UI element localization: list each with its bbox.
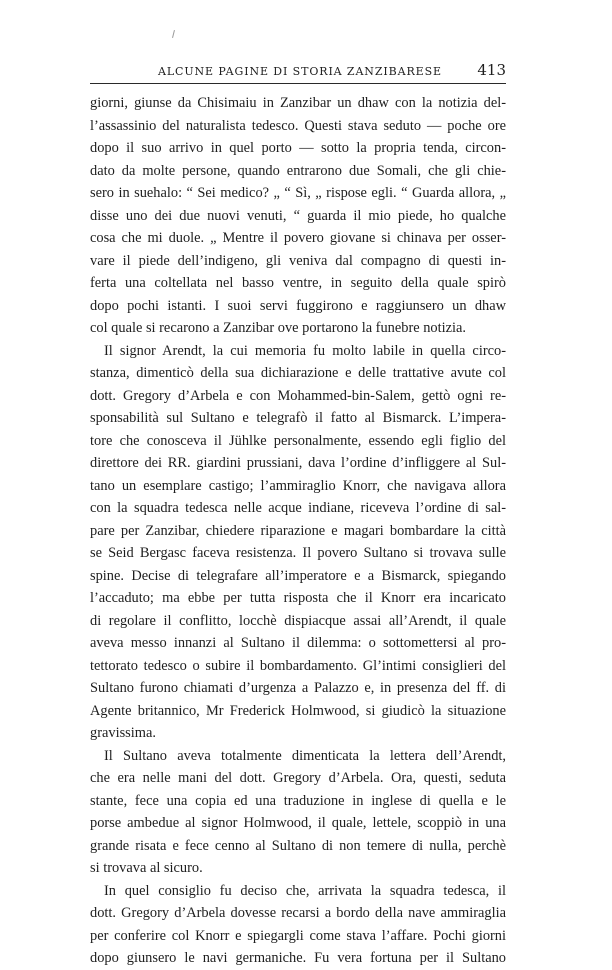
- text-line: aveva messo innanzi al Sultano il dilemma: o sottomettersi al pro-: [90, 635, 506, 651]
- pencil-mark: [172, 30, 175, 38]
- text-line: Il signor Arendt, la cui memoria fu molto labile in quella circo-: [104, 342, 506, 359]
- text-line: direttore dei RR. giardini prussiani, dava l’ordine d’infliggere al Sul-: [90, 455, 506, 471]
- text-line: In quel consiglio fu deciso che, arrivata la squadra tedesca, il: [104, 882, 506, 899]
- text-line: dott. Gregory d’Arbela dovesse recarsi a bordo della nave ammiraglia: [90, 905, 506, 921]
- text-line: dato da molte persone, quando entrarono due Somali, che gli chie-: [90, 162, 506, 179]
- page-number: 413: [477, 61, 506, 79]
- text-line: grande risata e fece cenno al Sultano di non temere di nulla, perchè: [90, 837, 506, 854]
- text-line: porse ambedue al signor Holmwood, il quale, lettele, scoppiò in una: [90, 815, 506, 831]
- text-line: per conferire col Knorr e spiegargli come stava l’affare. Pochi giorni: [90, 927, 506, 944]
- text-line: giorni, giunse da Chisimaiu in Zanzibar un dhaw con la notizia del-: [90, 95, 506, 111]
- text-line: dopo pochi istanti. I suoi servi fuggirono e raggiunsero un dhaw: [90, 297, 506, 314]
- text-line: sero in suehalo: “ Sei medico? „ “ Sì, „ rispose egli. “ Guarda allora, „: [90, 185, 506, 201]
- text-line: Agente britannico, Mr Frederick Holmwood, si giudicò la situazione: [90, 702, 506, 719]
- text-line: pare per Zanzibar, chiedere riparazione e magari bombardare la città: [90, 522, 506, 539]
- text-line: disse uno dei due nuovi venuti, “ guarda il mio piede, ho qualche: [90, 207, 506, 224]
- text-line: tano un esemplare castigo; l’ammiraglio Knorr, che navigava allora: [90, 477, 506, 494]
- body-text: [90, 92, 506, 970]
- text-line: l’accaduto; ma ebbe per tutta risposta che il Knorr era incaricato: [90, 590, 506, 606]
- text-line: dopo giunsero le navi germaniche. Fu vera fortuna per il Sultano: [90, 950, 506, 966]
- text-line: che era nelle mani del dott. Gregory d’Arbela. Ora, questi, seduta: [90, 770, 506, 786]
- text-line: dopo il suo arrivo in quel porto — sotto la propria tenda, circon-: [90, 140, 506, 156]
- text-line: Il Sultano aveva totalmente dimenticata la lettera dell’Arendt,: [104, 747, 506, 764]
- running-head: [90, 61, 506, 83]
- text-line: gravissima.: [90, 725, 156, 741]
- text-line: spine. Decise di telegrafare all’imperatore e a Bismarck, spiegando: [90, 567, 506, 584]
- header-rule: [90, 83, 506, 84]
- text-line: stante, fece una copia ed una traduzione in inglese di quella e le: [90, 792, 506, 809]
- text-line: cosa che mi duole. „ Mentre il povero giovane si chinava per osser-: [90, 230, 506, 246]
- text-line: si trovava al sicuro.: [90, 860, 203, 876]
- text-line: l’assassinio del naturalista tedesco. Questi stava seduto — poche ore: [90, 117, 506, 134]
- text-line: stanza, dimenticò della sua dichiarazione e delle trattative avute col: [90, 365, 506, 381]
- text-line: ferta una coltellata nel basso ventre, in seguito della quale spirò: [90, 275, 506, 291]
- text-line: tore che conosceva il Jühlke personalmente, essendo egli figlio del: [90, 432, 506, 449]
- text-line: con la squadra tedesca nelle acque indiane, riceveva l’ordine di sal-: [90, 500, 506, 516]
- text-line: di regolare il conflitto, locchè dispiacque assai all’Arendt, il quale: [90, 612, 506, 629]
- text-line: vare il piede dell’indigeno, gli veniva dal compagno di questi in-: [90, 252, 506, 269]
- text-line: col quale si recarono a Zanzibar ove portarono la funebre notizia.: [90, 320, 466, 336]
- text-line: se Seid Bergasc faceva resistenza. Il povero Sultano si trovava sulle: [90, 545, 506, 561]
- text-line: Sultano furono chiamati d’urgenza a Palazzo e, in presenza del ff. di: [90, 680, 506, 696]
- text-line: tettorato tedesco o subire il bombardamento. Gl’intimi consiglieri del: [90, 657, 506, 674]
- text-line: dott. Gregory d’Arbela e con Mohammed-bin-Salem, gettò ogni re-: [90, 387, 506, 404]
- text-line: sponsabilità sul Sultano e telegrafò il fatto al Bismarck. L’impera-: [90, 410, 506, 426]
- running-head-title: ALCUNE PAGINE DI STORIA ZANZIBARESE: [158, 65, 442, 78]
